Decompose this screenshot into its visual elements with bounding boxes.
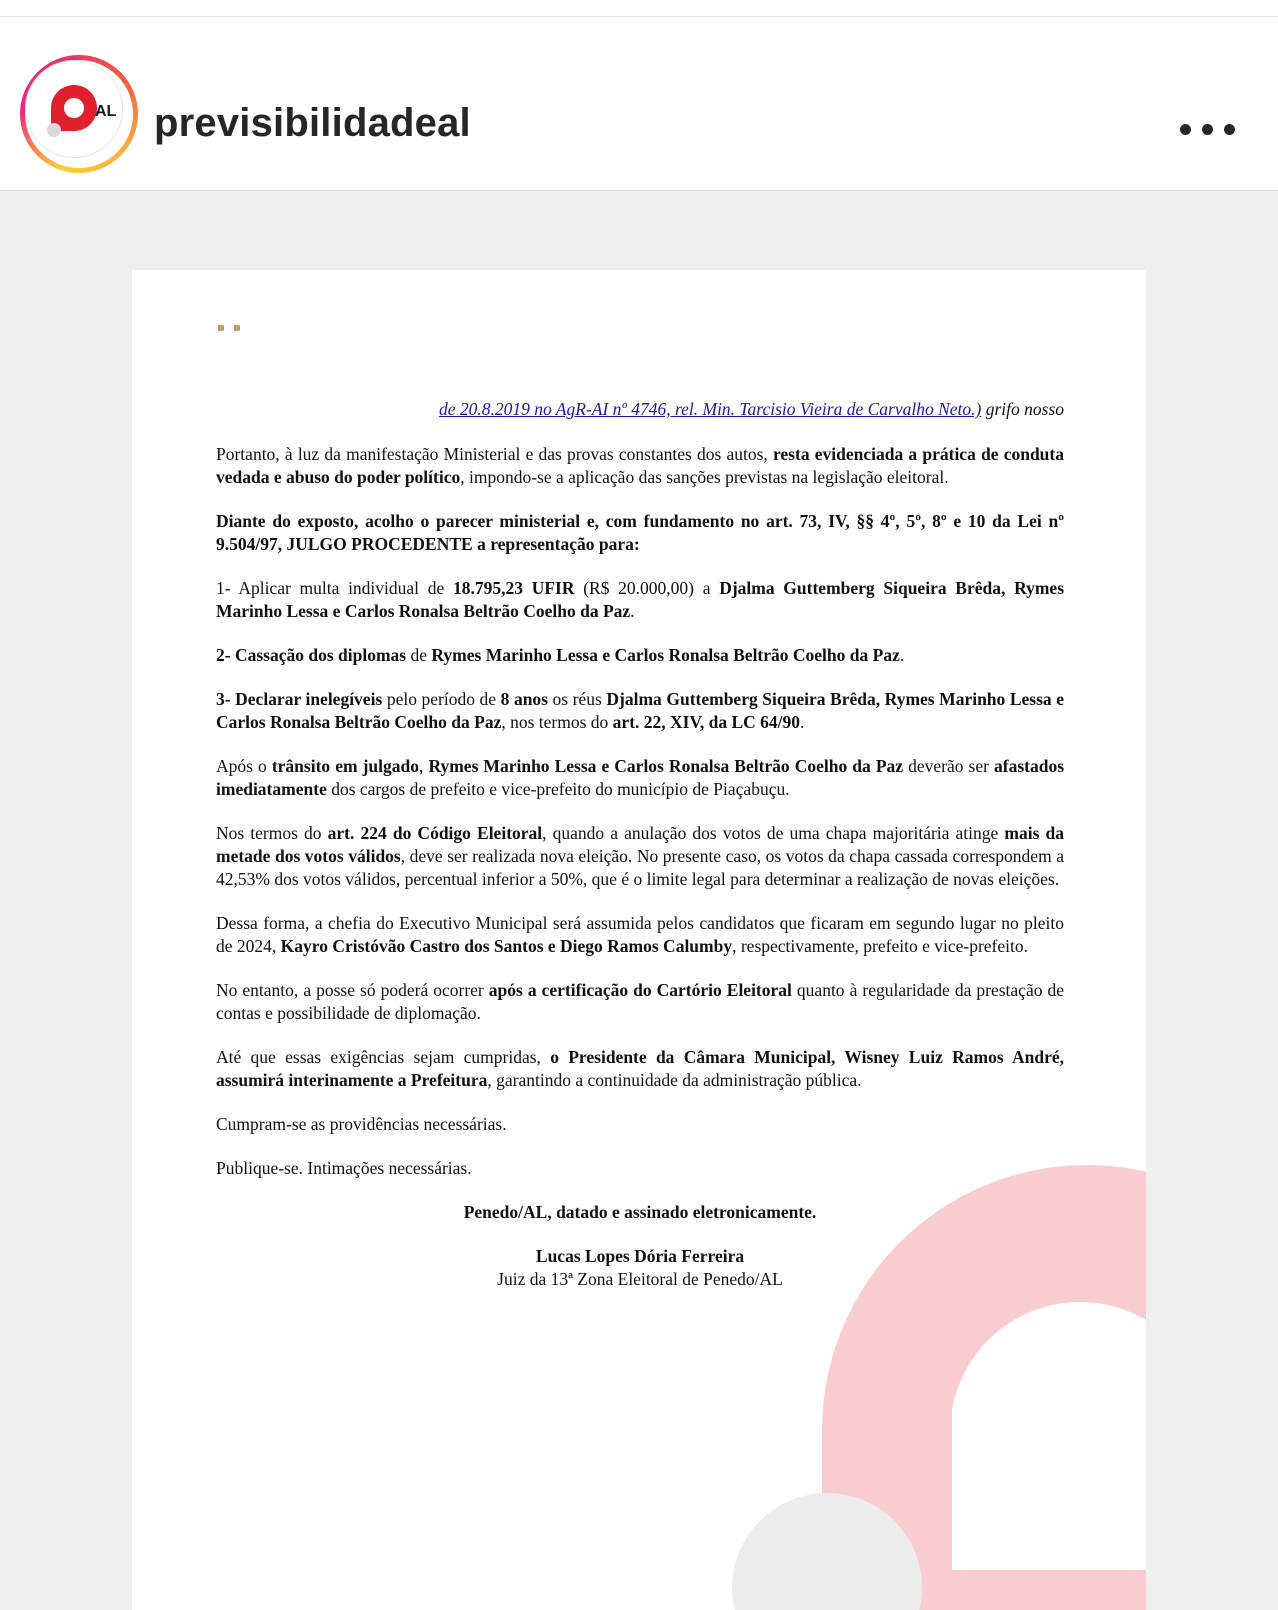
paragraph-7: Nos termos do art. 224 do Código Eleitoral, quando a anulação dos votos de uma chapa majoritária atinge mais da metade dos votos válidos, deve ser realizada nova eleição. No presente caso, os votos da chapa cassada correspondem a 42,53% dos votos válidos, percentual inferior a 50%, que é o limite legal para determinar a realização de novas eleições.: [216, 823, 1064, 889]
paragraph-11: Cumpram-se as providências necessárias.: [216, 1114, 507, 1134]
avatar-image: [25, 60, 123, 158]
avatar-badge-text: AL: [95, 103, 117, 120]
closing-line: Penedo/AL, datado e assinado eletronicamente.: [463, 1202, 817, 1222]
scan-marks: ▪ ▪: [217, 320, 244, 334]
paragraph-12: Publique-se. Intimações necessárias.: [216, 1158, 472, 1178]
citation-link[interactable]: de 20.8.2019 no AgR-AI nº 4746, rel. Min. Tarcisio Vieira de Carvalho Neto.): [438, 399, 982, 419]
citation: de 20.8.2019 no AgR-AI nº 4746, rel. Min. Tarcisio Vieira de Carvalho Neto.) grifo nosso: [438, 399, 1064, 419]
top-bar: [0, 0, 1278, 17]
signer-name: Lucas Lopes Dória Ferreira: [535, 1246, 745, 1266]
brand-logo-icon: [25, 60, 123, 158]
paragraph-4: 2- Cassação dos diplomas de Rymes Marinho Lessa e Carlos Ronalsa Beltrão Coelho da Paz.: [216, 645, 905, 665]
paragraph-9: No entanto, a posse só poderá ocorrer após a certificação do Cartório Eleitoral quanto à regularidade da prestação de contas e possibilidade de diplomação.: [216, 980, 1065, 1023]
document-text: [216, 398, 1064, 1291]
paragraph-1: Portanto, à luz da manifestação Ministerial e das provas constantes dos autos, resta evidenciada a prática de conduta vedada e abuso do poder político, impondo-se a aplicação das sanções previstas na legislação eleitoral.: [216, 444, 1064, 487]
paragraph-8: Dessa forma, a chefia do Executivo Municipal será assumida pelos candidatos que ficaram em segundo lugar no pleito de 2024, Kayro Cristóvão Castro dos Santos e Diego Ramos Calumby, respectivamente, prefeito e vice-prefeito.: [216, 913, 1064, 956]
signer-title: Juiz da 13ª Zona Eleitoral de Penedo/AL: [497, 1269, 783, 1289]
profile-avatar[interactable]: [20, 55, 138, 173]
paragraph-2: Diante do exposto, acolho o parecer ministerial e, com fundamento no art. 73, IV, §§ 4º, 5º, 8º e 10 da Lei nº 9.504/97, JULGO PROCEDENTE a representação para:: [216, 511, 1064, 554]
paragraph-3: 1- Aplicar multa individual de 18.795,23 UFIR (R$ 20.000,00) a Djalma Guttemberg Siqueira Brêda, Rymes Marinho Lessa e Carlos Ronalsa Beltrão Coelho da Paz.: [216, 578, 1064, 621]
paragraph-6: Após o trânsito em julgado, Rymes Marinho Lessa e Carlos Ronalsa Beltrão Coelho da Paz deverão ser afastados imediatamente dos cargos de prefeito e vice-prefeito do município de Piaçabuçu.: [216, 756, 1065, 799]
more-options-icon[interactable]: [1180, 109, 1250, 149]
username[interactable]: previsibilidadeal: [154, 101, 471, 145]
post-header: [0, 17, 1278, 191]
document-image: [132, 270, 1146, 1610]
paragraph-5: 3- Declarar inelegíveis pelo período de 8 anos os réus Djalma Guttemberg Siqueira Brêda, Rymes Marinho Lessa e Carlos Ronalsa Beltrão Coelho da Paz, nos termos do art. 22, XIV, da LC 64/90.: [216, 689, 1064, 732]
paragraph-10: Até que essas exigências sejam cumpridas, o Presidente da Câmara Municipal, Wisney Luiz Ramos André, assumirá interinamente a Prefeitura, garantindo a continuidade da administração pública.: [216, 1047, 1064, 1090]
